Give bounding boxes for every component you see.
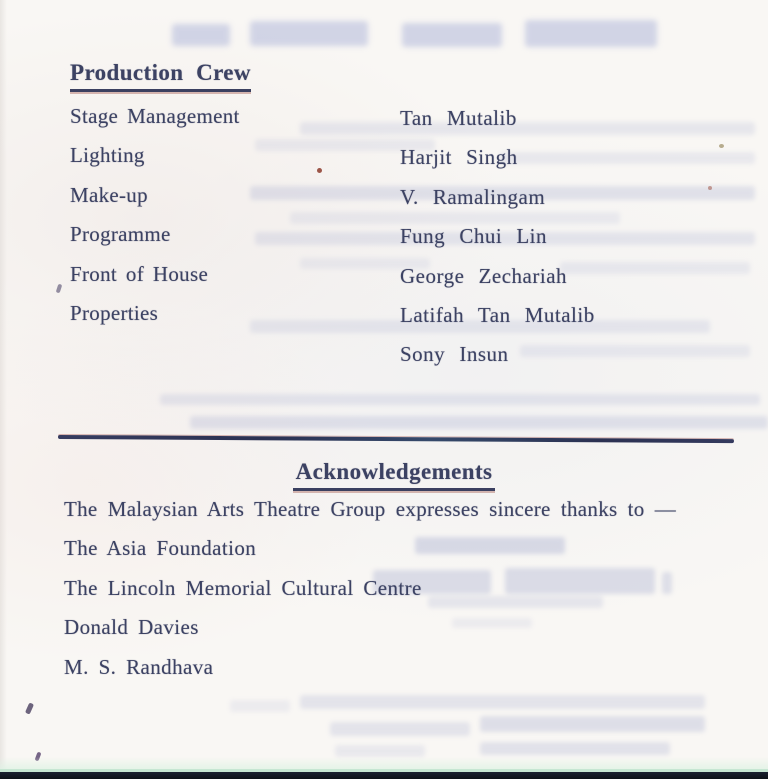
bleed-through-artifact bbox=[428, 596, 603, 608]
crew-name: George Zechariah bbox=[400, 263, 568, 288]
bleed-through-artifact bbox=[402, 23, 502, 47]
crew-name: Harjit Singh bbox=[400, 145, 518, 170]
bleed-through-artifact bbox=[250, 21, 368, 46]
crew-name: Latifah Tan Mutalib bbox=[400, 302, 595, 327]
bleed-through-artifact bbox=[230, 700, 290, 712]
crew-name: Fung Chui Lin bbox=[400, 224, 547, 249]
production-crew-list bbox=[0, 104, 768, 380]
bleed-through-artifact bbox=[525, 20, 657, 47]
crew-row bbox=[0, 301, 768, 340]
acknowledgement-item: M. S. Randhava bbox=[64, 654, 214, 679]
crew-role: Make-up bbox=[70, 182, 148, 207]
bleed-through-artifact bbox=[335, 745, 425, 757]
crew-row bbox=[0, 340, 768, 379]
bleed-through-artifact bbox=[330, 722, 470, 736]
acknowledgement-item: The Asia Foundation bbox=[64, 536, 257, 560]
acknowledgements-list bbox=[64, 536, 422, 694]
crew-row bbox=[0, 183, 768, 222]
production-crew-heading: Production Crew bbox=[70, 60, 251, 92]
crew-row bbox=[0, 143, 768, 182]
scan-speck bbox=[25, 702, 34, 714]
bleed-through-artifact bbox=[480, 716, 705, 732]
crew-name: Tan Mutalib bbox=[400, 106, 517, 130]
scan-edge-dark-band bbox=[0, 772, 768, 779]
bleed-through-artifact bbox=[452, 618, 532, 628]
acknowledgements-intro: The Malaysian Arts Theatre Group expresses sincere thanks to — bbox=[64, 497, 677, 521]
acknowledgement-item: The Lincoln Memorial Cultural Centre bbox=[64, 575, 422, 600]
crew-name: Sony Insun bbox=[400, 342, 509, 367]
section-divider-rule bbox=[58, 435, 734, 443]
crew-row bbox=[0, 104, 768, 143]
crew-role: Lighting bbox=[70, 143, 145, 168]
acknowledgement-item: Donald Davies bbox=[64, 615, 199, 639]
bleed-through-artifact bbox=[662, 572, 672, 594]
bleed-through-artifact bbox=[172, 24, 230, 46]
crew-role: Stage Management bbox=[70, 104, 240, 128]
crew-name: V. Ramalingam bbox=[400, 184, 546, 209]
scan-edge-tint bbox=[0, 757, 768, 769]
bleed-through-artifact bbox=[300, 695, 705, 709]
acknowledgements-heading: Acknowledgements bbox=[293, 459, 496, 491]
bleed-through-artifact bbox=[415, 537, 565, 554]
crew-role: Programme bbox=[70, 222, 171, 247]
crew-row bbox=[0, 262, 768, 301]
crew-row bbox=[0, 222, 768, 261]
bleed-through-artifact bbox=[505, 568, 655, 594]
bleed-through-artifact bbox=[480, 742, 670, 755]
crew-role: Front of House bbox=[70, 261, 209, 286]
bleed-through-artifact bbox=[160, 394, 760, 405]
crew-role: Properties bbox=[70, 300, 159, 325]
bleed-through-artifact bbox=[190, 416, 768, 429]
acknowledgements-heading-wrap bbox=[0, 459, 768, 491]
